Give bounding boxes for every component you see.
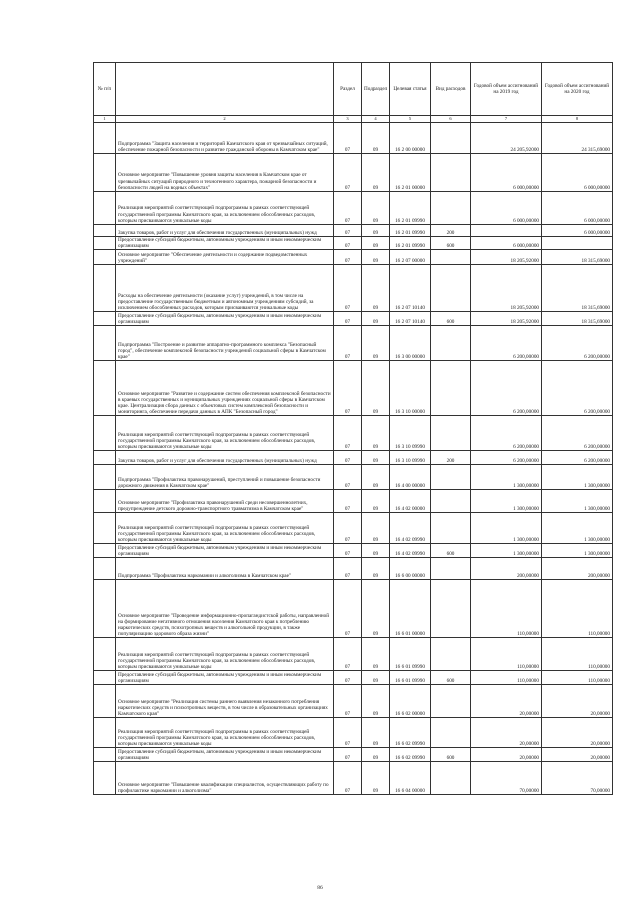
vr-cell xyxy=(431,265,471,312)
header-vr: Вид расходов xyxy=(431,63,471,116)
podrazdel-cell: 09 xyxy=(362,580,390,638)
podrazdel-cell: 09 xyxy=(362,718,390,748)
razdel-cell: 07 xyxy=(334,192,362,225)
header-podrazdel: Подраздел xyxy=(362,63,390,116)
podrazdel-cell: 09 xyxy=(362,490,390,513)
razdel-cell: 07 xyxy=(334,250,362,265)
col-index: 1 xyxy=(94,116,116,123)
vr-cell: 600 xyxy=(431,544,471,558)
csr-cell: 16 3 10 09990 xyxy=(390,451,431,465)
razdel-cell: 07 xyxy=(334,326,362,361)
table-body xyxy=(94,123,613,795)
table-row xyxy=(94,312,613,326)
podrazdel-cell: 09 xyxy=(362,416,390,451)
table-row xyxy=(94,544,613,558)
name-cell: Основное мероприятие "Повышение уровня защиты населения в Камчатском крае от чрезвычайных ситуаций природного и техногенного характера, пожарной безопасности и безопасности людей на водных объектах" xyxy=(116,154,334,192)
amount-2019-cell: 20,00000 xyxy=(471,685,542,718)
amount-2019-cell: 110,00000 xyxy=(471,638,542,671)
podrazdel-cell: 09 xyxy=(362,638,390,671)
table-row xyxy=(94,265,613,312)
table-row xyxy=(94,762,613,795)
amount-2019-cell: 20,00000 xyxy=(471,718,542,748)
vr-cell: 600 xyxy=(431,748,471,762)
razdel-cell: 07 xyxy=(334,312,362,326)
vr-cell xyxy=(431,718,471,748)
csr-cell: 16 2 01 09990 xyxy=(390,237,431,250)
header-razdel: Раздел xyxy=(334,63,362,116)
csr-cell: 16 4 02 09990 xyxy=(390,544,431,558)
column-index-row xyxy=(94,116,613,123)
name-cell: Реализация мероприятий соответствующей подпрограммы в рамках соответствующей государственной программы Камчатского края, за исключением обособленных расходов, которым присваиваются уникальные коды xyxy=(116,192,334,225)
amount-2020-cell: 1 300,00000 xyxy=(542,490,613,513)
num-cell xyxy=(94,685,116,718)
amount-2020-cell: 70,00000 xyxy=(542,762,613,795)
amount-2019-cell: 6 200,00000 xyxy=(471,451,542,465)
num-cell xyxy=(94,361,116,416)
amount-2020-cell: 20,00000 xyxy=(542,718,613,748)
csr-cell: 16 3 10 00000 xyxy=(390,361,431,416)
amount-2019-cell: 6 200,00000 xyxy=(471,416,542,451)
amount-2020-cell: 6 200,00000 xyxy=(542,416,613,451)
num-cell xyxy=(94,416,116,451)
podrazdel-cell: 09 xyxy=(362,748,390,762)
table-row xyxy=(94,580,613,638)
csr-cell: 16 2 00 00000 xyxy=(390,123,431,154)
name-cell: Предоставление субсидий бюджетным, автономным учреждениям и иным некоммерческим организациям xyxy=(116,237,334,250)
table-row xyxy=(94,671,613,685)
vr-cell: 200 xyxy=(431,225,471,237)
amount-2019-cell: 6 000,00000 xyxy=(471,154,542,192)
name-cell: Закупка товаров, работ и услуг для обеспечения государственных (муниципальных) нужд xyxy=(116,451,334,465)
amount-2020-cell: 6 000,00000 xyxy=(542,154,613,192)
num-cell xyxy=(94,748,116,762)
csr-cell: 16 6 01 09990 xyxy=(390,638,431,671)
podrazdel-cell: 09 xyxy=(362,513,390,544)
amount-2019-cell: 6 200,00000 xyxy=(471,326,542,361)
col-index: 3 xyxy=(334,116,362,123)
table-row xyxy=(94,638,613,671)
num-cell xyxy=(94,192,116,225)
csr-cell: 16 6 02 09990 xyxy=(390,748,431,762)
vr-cell: 600 xyxy=(431,237,471,250)
razdel-cell: 07 xyxy=(334,361,362,416)
podrazdel-cell: 09 xyxy=(362,225,390,237)
num-cell xyxy=(94,237,116,250)
vr-cell xyxy=(431,558,471,580)
vr-cell: 600 xyxy=(431,671,471,685)
vr-cell xyxy=(431,580,471,638)
num-cell xyxy=(94,638,116,671)
table-row xyxy=(94,237,613,250)
name-cell: Подпрограмма "Профилактика наркомании и алкоголизма в Камчатском крае" xyxy=(116,558,334,580)
num-cell xyxy=(94,558,116,580)
razdel-cell: 07 xyxy=(334,513,362,544)
razdel-cell: 07 xyxy=(334,718,362,748)
podrazdel-cell: 09 xyxy=(362,123,390,154)
name-cell: Реализация мероприятий соответствующей подпрограммы в рамках соответствующей государственной программы Камчатского края, за исключением обособленных расходов, которым присваиваются уникальные коды xyxy=(116,416,334,451)
amount-2019-cell: 70,00000 xyxy=(471,762,542,795)
csr-cell: 16 2 07 10140 xyxy=(390,312,431,326)
table-row xyxy=(94,250,613,265)
amount-2019-cell: 18 205,92000 xyxy=(471,312,542,326)
amount-2020-cell: 24 315,69000 xyxy=(542,123,613,154)
csr-cell: 16 6 01 09990 xyxy=(390,671,431,685)
page-number: 86 xyxy=(317,885,323,891)
table-row xyxy=(94,326,613,361)
amount-2020-cell: 20,00000 xyxy=(542,748,613,762)
csr-cell: 16 2 07 00000 xyxy=(390,250,431,265)
razdel-cell: 07 xyxy=(334,265,362,312)
csr-cell: 16 6 00 00000 xyxy=(390,558,431,580)
vr-cell: 600 xyxy=(431,312,471,326)
name-cell: Расходы на обеспечение деятельности (оказание услуг) учреждений, в том числе на предоставление государственным бюджетным и автономным учреждениям субсидий, за исключением обособленных расходов, которым присваиваются уникальные коды xyxy=(116,265,334,312)
vr-cell xyxy=(431,123,471,154)
vr-cell xyxy=(431,490,471,513)
col-index: 5 xyxy=(390,116,431,123)
csr-cell: 16 3 10 09990 xyxy=(390,416,431,451)
name-cell: Подпрограмма "Профилактика правонарушений, преступлений и повышение безопасности дорожного движения в Камчатском крае" xyxy=(116,465,334,490)
table-row xyxy=(94,225,613,237)
name-cell: Основное мероприятие "Обеспечение деятельности и содержание подведомственных учреждений" xyxy=(116,250,334,265)
name-cell: Основное мероприятие "Профилактика правонарушений среди несовершеннолетних, предупреждение детского дорожно-транспортного травматизма в Камчатском крае" xyxy=(116,490,334,513)
num-cell xyxy=(94,326,116,361)
col-index: 7 xyxy=(471,116,542,123)
header-row xyxy=(94,63,613,116)
col-index: 6 xyxy=(431,116,471,123)
num-cell xyxy=(94,718,116,748)
razdel-cell: 07 xyxy=(334,451,362,465)
podrazdel-cell: 09 xyxy=(362,361,390,416)
amount-2020-cell xyxy=(542,237,613,250)
razdel-cell: 07 xyxy=(334,748,362,762)
amount-2020-cell: 20,00000 xyxy=(542,685,613,718)
vr-cell xyxy=(431,465,471,490)
podrazdel-cell: 09 xyxy=(362,451,390,465)
vr-cell xyxy=(431,513,471,544)
amount-2020-cell: 1 300,00000 xyxy=(542,465,613,490)
csr-cell: 16 4 02 00000 xyxy=(390,490,431,513)
podrazdel-cell: 09 xyxy=(362,465,390,490)
podrazdel-cell: 09 xyxy=(362,544,390,558)
header-2020: Годовой объем ассигнований на 2020 год xyxy=(542,63,613,116)
name-cell: Предоставление субсидий бюджетным, автономным учреждениям и иным некоммерческим организациям xyxy=(116,312,334,326)
csr-cell: 16 2 01 09990 xyxy=(390,192,431,225)
amount-2019-cell: 18 205,92000 xyxy=(471,265,542,312)
amount-2020-cell: 110,00000 xyxy=(542,671,613,685)
csr-cell: 16 6 04 00000 xyxy=(390,762,431,795)
amount-2019-cell: 6 000,00000 xyxy=(471,192,542,225)
table-row xyxy=(94,154,613,192)
num-cell xyxy=(94,250,116,265)
name-cell: Основное мероприятие "Реализация системы раннего выявления незаконного потребления наркотических средств и психотропных веществ, в том числе в образовательных организациях Камчатского края" xyxy=(116,685,334,718)
table-row xyxy=(94,465,613,490)
amount-2020-cell: 1 300,00000 xyxy=(542,513,613,544)
name-cell: Закупка товаров, работ и услуг для обеспечения государственных (муниципальных) нужд xyxy=(116,225,334,237)
razdel-cell: 07 xyxy=(334,544,362,558)
num-cell xyxy=(94,580,116,638)
podrazdel-cell: 09 xyxy=(362,558,390,580)
table-row xyxy=(94,361,613,416)
podrazdel-cell: 09 xyxy=(362,312,390,326)
razdel-cell: 07 xyxy=(334,685,362,718)
vr-cell xyxy=(431,361,471,416)
num-cell xyxy=(94,671,116,685)
amount-2019-cell: 110,00000 xyxy=(471,671,542,685)
num-cell xyxy=(94,544,116,558)
amount-2019-cell: 6 200,00000 xyxy=(471,361,542,416)
amount-2020-cell: 18 315,69000 xyxy=(542,250,613,265)
amount-2019-cell: 20,00000 xyxy=(471,748,542,762)
num-cell xyxy=(94,265,116,312)
vr-cell xyxy=(431,154,471,192)
razdel-cell: 07 xyxy=(334,225,362,237)
podrazdel-cell: 09 xyxy=(362,671,390,685)
vr-cell xyxy=(431,192,471,225)
razdel-cell: 07 xyxy=(334,416,362,451)
csr-cell: 16 6 01 00000 xyxy=(390,580,431,638)
amount-2020-cell: 1 300,00000 xyxy=(542,544,613,558)
vr-cell xyxy=(431,638,471,671)
num-cell xyxy=(94,451,116,465)
podrazdel-cell: 09 xyxy=(362,685,390,718)
name-cell: Основное мероприятие "Проведение информационно-пропагандистской работы, направленной на формирование негативного отношения населения Камчатского края к потреблению наркотических средств, психотропных веществ и алкогольной продукции, в также популяризацию здорового образа жизни" xyxy=(116,580,334,638)
amount-2020-cell: 6 000,00000 xyxy=(542,225,613,237)
razdel-cell: 07 xyxy=(334,237,362,250)
amount-2020-cell: 110,00000 xyxy=(542,580,613,638)
col-index: 2 xyxy=(116,116,334,123)
podrazdel-cell: 09 xyxy=(362,192,390,225)
col-index: 8 xyxy=(542,116,613,123)
vr-cell xyxy=(431,685,471,718)
razdel-cell: 07 xyxy=(334,123,362,154)
csr-cell: 16 6 02 09990 xyxy=(390,718,431,748)
table-row xyxy=(94,748,613,762)
table-row xyxy=(94,123,613,154)
amount-2020-cell: 6 200,00000 xyxy=(542,361,613,416)
table-row xyxy=(94,558,613,580)
num-cell xyxy=(94,312,116,326)
amount-2019-cell: 1 300,00000 xyxy=(471,465,542,490)
podrazdel-cell: 09 xyxy=(362,237,390,250)
amount-2019-cell: 1 300,00000 xyxy=(471,490,542,513)
amount-2020-cell: 110,00000 xyxy=(542,638,613,671)
podrazdel-cell: 09 xyxy=(362,265,390,312)
razdel-cell: 07 xyxy=(334,154,362,192)
budget-table xyxy=(93,62,613,795)
table-row xyxy=(94,416,613,451)
name-cell: Предоставление субсидий бюджетным, автономным учреждениям и иным некоммерческим организациям xyxy=(116,748,334,762)
vr-cell xyxy=(431,762,471,795)
header-name xyxy=(116,63,334,116)
num-cell xyxy=(94,225,116,237)
amount-2019-cell: 6 000,00000 xyxy=(471,237,542,250)
table-row xyxy=(94,192,613,225)
csr-cell: 16 4 02 09990 xyxy=(390,513,431,544)
header-csr: Целевая статья xyxy=(390,63,431,116)
num-cell xyxy=(94,513,116,544)
table-row xyxy=(94,513,613,544)
table-row xyxy=(94,490,613,513)
amount-2019-cell: 1 300,00000 xyxy=(471,513,542,544)
amount-2020-cell: 18 315,69000 xyxy=(542,265,613,312)
razdel-cell: 07 xyxy=(334,465,362,490)
table-row xyxy=(94,718,613,748)
header-num: № п/п xyxy=(94,63,116,116)
razdel-cell: 07 xyxy=(334,638,362,671)
name-cell: Реализация мероприятий соответствующей подпрограммы в рамках соответствующей государственной программы Камчатского края, за исключением обособленных расходов, которым присваиваются уникальные коды xyxy=(116,718,334,748)
name-cell: Подпрограмма "Защита населения и территорий Камчатского края от чрезвычайных ситуаций, обеспечение пожарной безопасности и развитие гражданской обороны в Камчатском крае" xyxy=(116,123,334,154)
amount-2019-cell xyxy=(471,225,542,237)
csr-cell: 16 2 01 00000 xyxy=(390,154,431,192)
vr-cell xyxy=(431,326,471,361)
vr-cell xyxy=(431,250,471,265)
num-cell xyxy=(94,154,116,192)
amount-2019-cell: 110,00000 xyxy=(471,580,542,638)
num-cell xyxy=(94,123,116,154)
vr-cell: 200 xyxy=(431,451,471,465)
razdel-cell: 07 xyxy=(334,762,362,795)
name-cell: Реализация мероприятий соответствующей подпрограммы в рамках соответствующей государственной программы Камчатского края, за исключением обособленных расходов, которым присваиваются уникальные коды xyxy=(116,513,334,544)
razdel-cell: 07 xyxy=(334,490,362,513)
amount-2020-cell: 6 200,00000 xyxy=(542,326,613,361)
razdel-cell: 07 xyxy=(334,580,362,638)
amount-2020-cell: 200,00000 xyxy=(542,558,613,580)
amount-2019-cell: 1 300,00000 xyxy=(471,544,542,558)
podrazdel-cell: 09 xyxy=(362,762,390,795)
name-cell: Предоставление субсидий бюджетным, автономным учреждениям и иным некоммерческим организациям xyxy=(116,544,334,558)
name-cell: Основное мероприятие "Развитие и содержание систем обеспечения комплексной безопасности в краевых государственных и муниципальных учреждениях социальной сферы в Камчатском крае. Централизация сбора данных с объектовых систем комплексной безопасности и мониторинга, обеспечение передачи данных в АПК "Безопасный город" xyxy=(116,361,334,416)
razdel-cell: 07 xyxy=(334,671,362,685)
name-cell: Подпрограмма "Построение и развитие аппаратно-программного комплекса "Безопасный город", обеспечение комплексной безопасности учреждений социальной сферы в Камчатском крае" xyxy=(116,326,334,361)
num-cell xyxy=(94,465,116,490)
num-cell xyxy=(94,762,116,795)
csr-cell: 16 2 07 10140 xyxy=(390,265,431,312)
amount-2019-cell: 200,00000 xyxy=(471,558,542,580)
amount-2020-cell: 6 000,00000 xyxy=(542,192,613,225)
name-cell: Предоставление субсидий бюджетным, автономным учреждениям и иным некоммерческим организациям xyxy=(116,671,334,685)
csr-cell: 16 2 01 09990 xyxy=(390,225,431,237)
name-cell: Реализация мероприятий соответствующей подпрограммы в рамках соответствующей государственной программы Камчатского края, за исключением обособленных расходов, которым присваиваются уникальные коды xyxy=(116,638,334,671)
csr-cell: 16 4 00 00000 xyxy=(390,465,431,490)
table-row xyxy=(94,685,613,718)
razdel-cell: 07 xyxy=(334,558,362,580)
amount-2020-cell: 6 200,00000 xyxy=(542,451,613,465)
csr-cell: 16 3 00 00000 xyxy=(390,326,431,361)
amount-2019-cell: 18 205,92000 xyxy=(471,250,542,265)
amount-2020-cell: 18 315,69000 xyxy=(542,312,613,326)
vr-cell xyxy=(431,416,471,451)
csr-cell: 16 6 02 00000 xyxy=(390,685,431,718)
podrazdel-cell: 09 xyxy=(362,154,390,192)
table-row xyxy=(94,451,613,465)
amount-2019-cell: 24 205,92000 xyxy=(471,123,542,154)
num-cell xyxy=(94,490,116,513)
podrazdel-cell: 09 xyxy=(362,250,390,265)
header-2019: Годовой объем ассигнований на 2019 год xyxy=(471,63,542,116)
col-index: 4 xyxy=(362,116,390,123)
podrazdel-cell: 09 xyxy=(362,326,390,361)
name-cell: Основное мероприятие "Повышение квалификации специалистов, осуществляющих работу по профилактике наркомании и алкоголизма" xyxy=(116,762,334,795)
